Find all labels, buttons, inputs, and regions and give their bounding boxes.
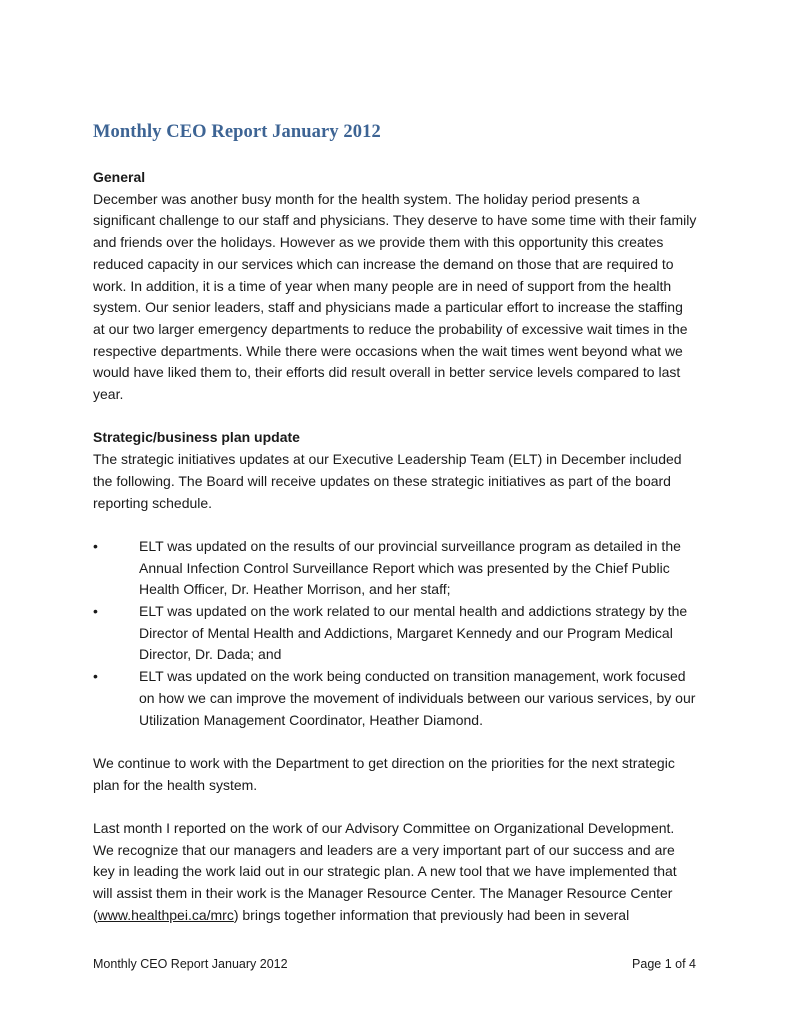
paragraph-spacer: [93, 731, 698, 753]
page-number: Page 1 of 4: [632, 957, 696, 971]
bullet-marker: •: [93, 537, 98, 554]
paragraph-text: ) brings together information that previously had been in several: [233, 906, 630, 923]
bullet-marker: •: [93, 603, 98, 620]
manager-resource-paragraph: [93, 818, 698, 927]
strategic-intro-paragraph: The strategic initiatives updates at our Executive Leadership Team (ELT) in December included the following. The Board will receive updates on these strategic initiatives as part of the board reporting schedule.: [93, 451, 682, 511]
page-footer: [93, 957, 696, 971]
bullet-item: [93, 536, 698, 601]
mrc-link[interactable]: www.healthpei.ca/mrc: [97, 906, 234, 923]
bullet-item: [93, 666, 698, 731]
paragraph-text: Last month I reported on the work of our Advisory Committee on Organizational Development. We recognize that our managers and leaders are a very important part of our success and are key in leading the work laid out in our strategic plan. A new tool that we have implemented that will assist them in their work is the Manager Resource Center. The Manager Resource Center (: [93, 820, 677, 923]
bullet-marker: •: [93, 668, 98, 685]
paragraph-spacer: [93, 514, 698, 536]
bullet-item: [93, 601, 698, 666]
general-paragraph: December was another busy month for the health system. The holiday period presents a significant challenge to our staff and physicians. They deserve to have some time with their family and friends over the holidays. However as we provide them with this opportunity this creates reduced capacity in our services which can increase the demand on those that are required to work. In addition, it is a time of year when many people are in need of support from the health system. Our senior leaders, staff and physicians made a particular effort to increase the staffing at our two larger emergency departments to reduce the probability of excessive wait times in the respective departments. While there were occasions when the wait times went beyond what we would have liked them to, their efforts did result overall in better service levels compared to last year.: [93, 190, 697, 403]
bullet-text: ELT was updated on the work being conducted on transition management, work focused on how we can improve the movement of individuals between our various services, by our Utilization Management Coordinator, Heather Diamond.: [139, 668, 696, 728]
bullet-list: [93, 536, 698, 731]
paragraph-spacer: [93, 796, 698, 818]
section-heading-strategic: Strategic/business plan update: [93, 429, 300, 446]
document-title: Monthly CEO Report January 2012: [93, 122, 381, 142]
bullet-text: ELT was updated on the results of our provincial surveillance program as detailed in the Annual Infection Control Surveillance Report which was presented by the Chief Public Health Officer, Dr. Heather Morrison, and her staff;: [139, 537, 681, 598]
document-body: [93, 167, 698, 927]
footer-title: Monthly CEO Report January 2012: [93, 957, 288, 971]
paragraph-spacer: [93, 406, 698, 428]
bullet-text: ELT was updated on the work related to our mental health and addictions strategy by the Director of Mental Health and Addictions, Margaret Kennedy and our Program Medical Director, Dr. Dada; and: [139, 603, 688, 663]
section-heading-general: General: [93, 169, 146, 185]
followup-paragraph: We continue to work with the Department to get direction on the priorities for the next strategic plan for the health system.: [93, 754, 675, 793]
